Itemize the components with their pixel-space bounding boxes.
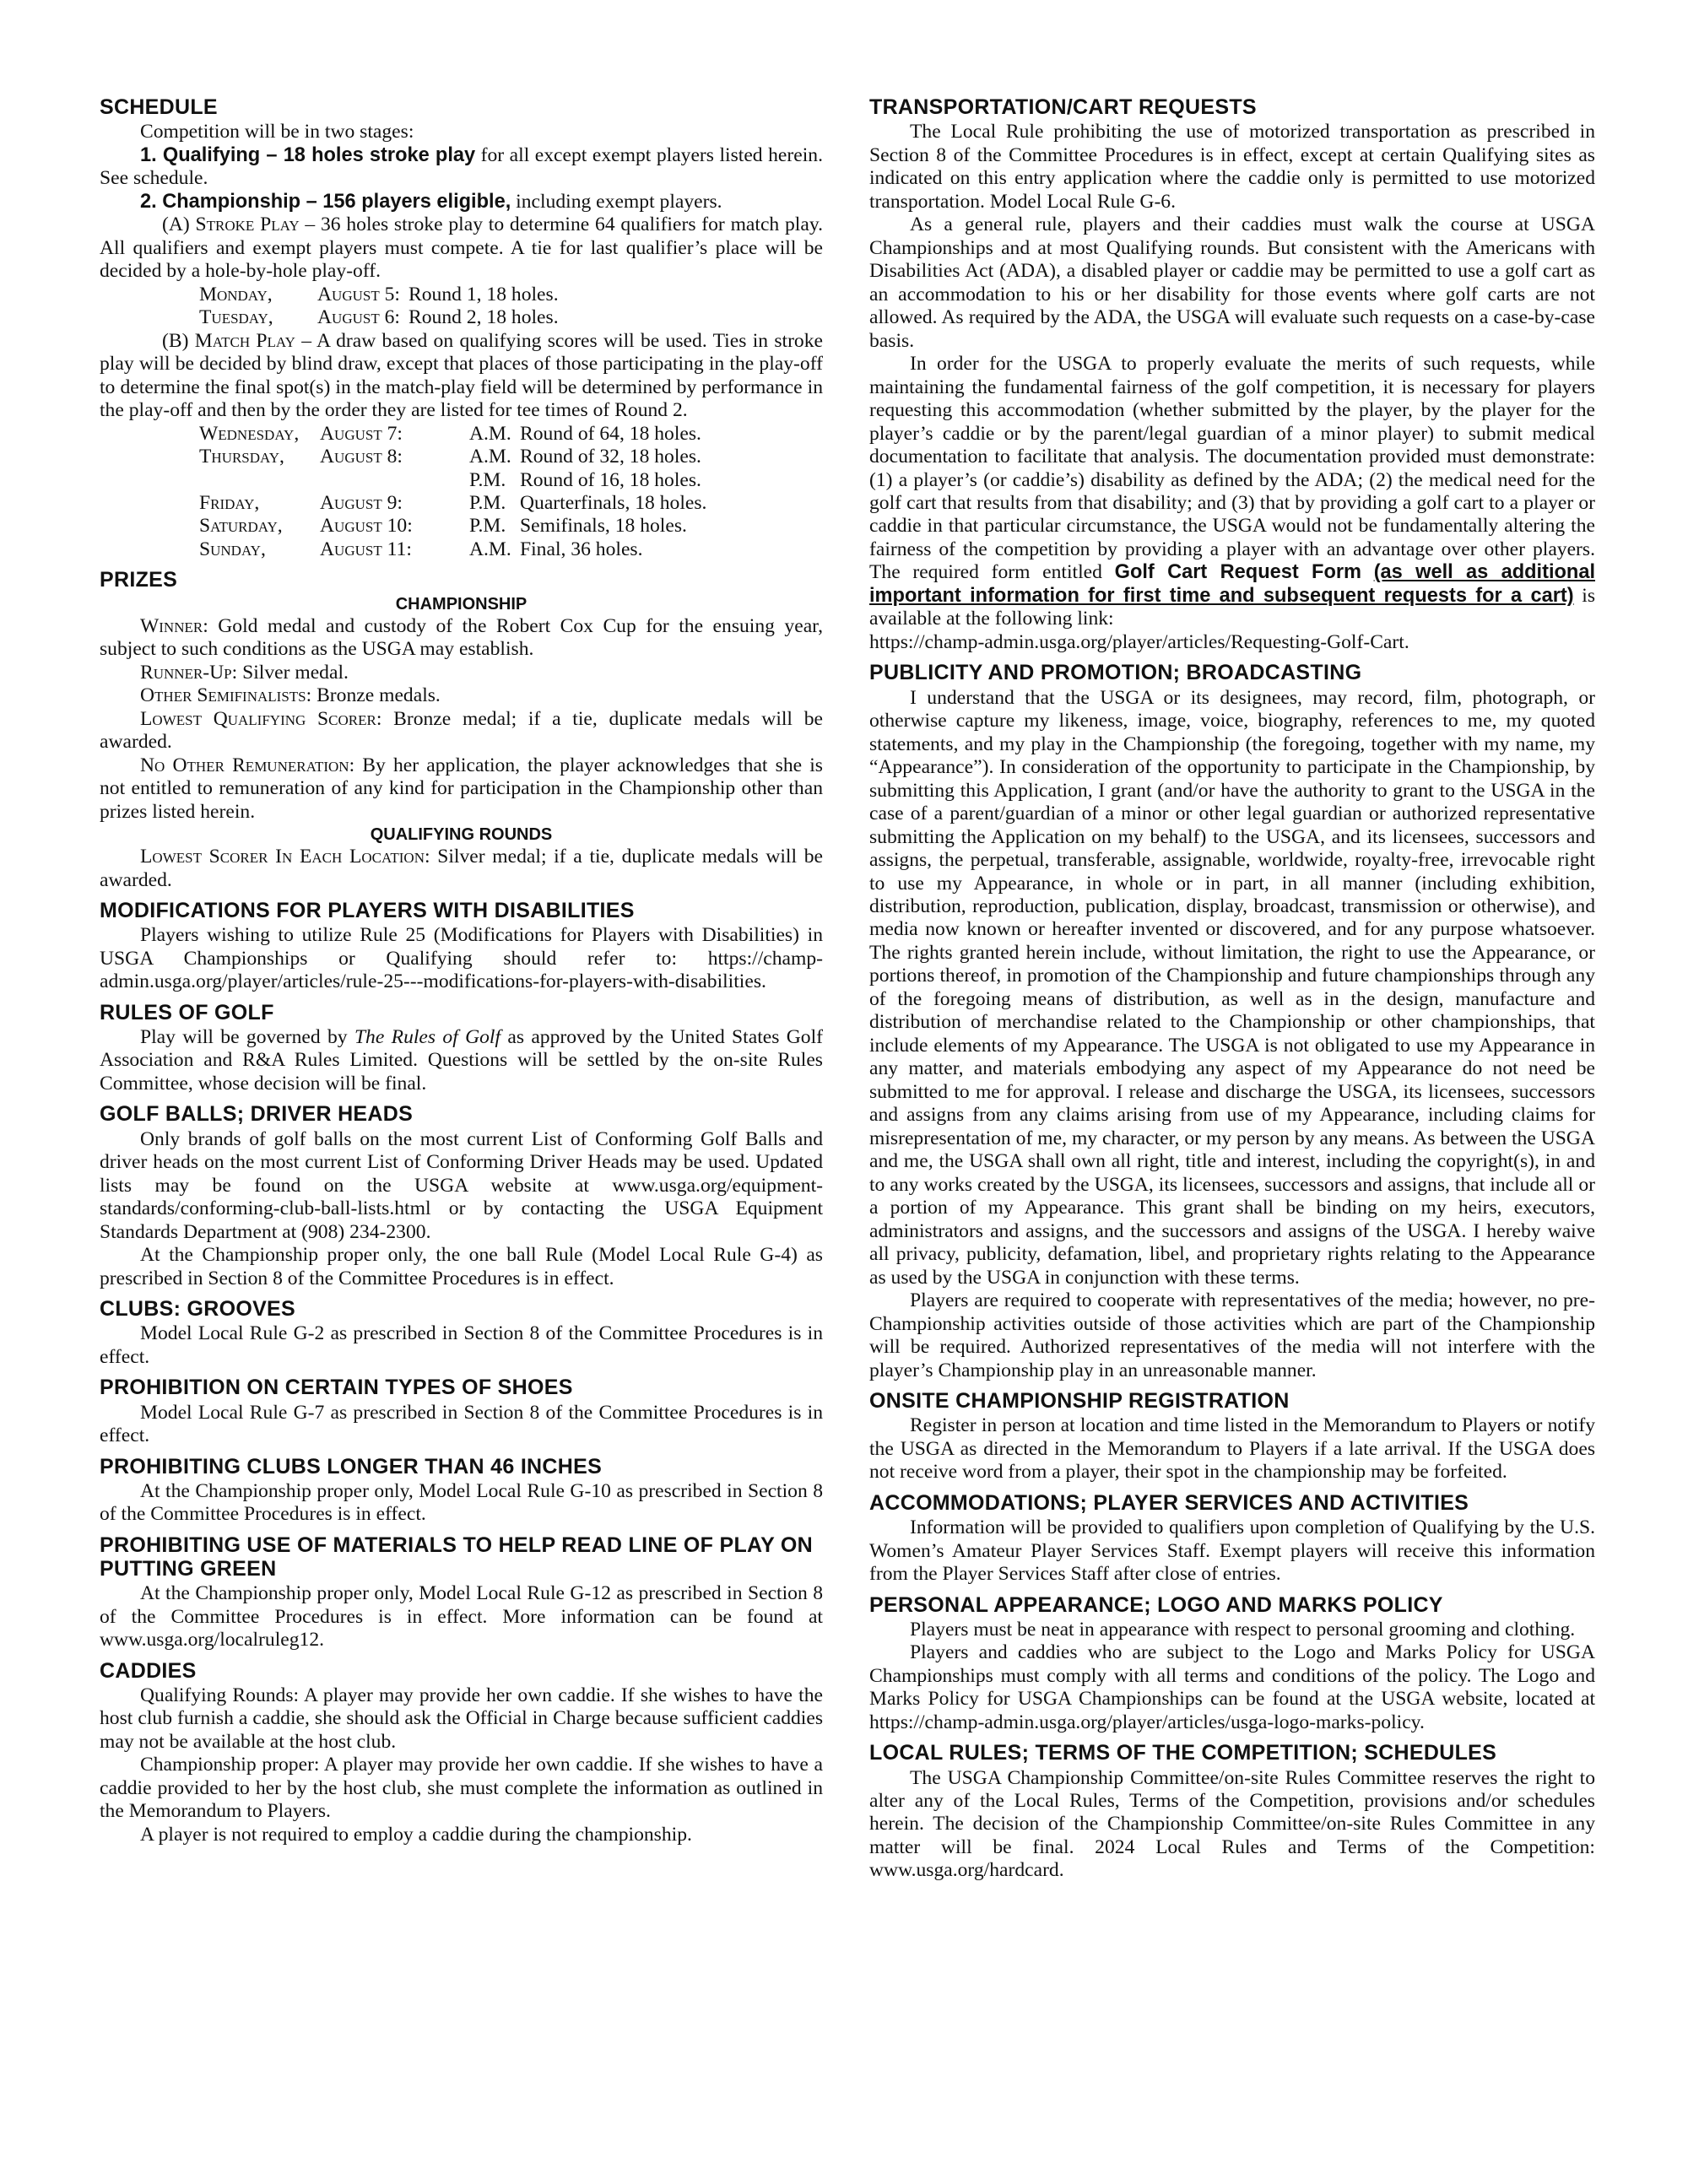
schedule-time: A.M. (469, 538, 511, 560)
winner-prize (100, 615, 823, 662)
schedule-event: Round of 64, 18 holes. (520, 422, 701, 445)
transport-text-3 (869, 353, 1595, 631)
schedule-section (100, 95, 823, 561)
table-row (199, 306, 559, 329)
shoes-text: Model Local Rule G-7 as prescribed in Section 8 of the Committee Procedures is in effect. (100, 1401, 823, 1447)
no-remuneration-body: By her application, the player acknowledges that she is not entitled to remuneration of any kind for participation in the Championship other than prizes listed herein. (100, 754, 823, 823)
table-row (199, 284, 559, 306)
golf-balls-text-1: Only brands of golf balls on the most current List of Conforming Golf Balls and driver heads on the most current List of Conforming Driver Heads may be used. Updated lists may be found on the USGA website at www.usga.org/equipment-standards/conforming-club-ball-lists.html or by contacting the USGA Equipment Standards Department at (908) 234-2300. (100, 1127, 823, 1243)
materials-heading: PROHIBITING USE OF MATERIALS TO HELP READ LINE OF PLAY ON PUTTING GREEN (100, 1533, 813, 1581)
transport-text-1: The Local Rule prohibiting the use of motorized transportation as prescribed in Section 8 of the Committee Procedures is in effect, except at certain Qualifying sites as indicated on this entry application where the caddie only is permitted to use motorized transportation. Model Local Rule G-6. (869, 121, 1595, 213)
match-play-label: (B) Match Play (162, 329, 295, 352)
shoes-heading: PROHIBITION ON CERTAIN TYPES OF SHOES (100, 1376, 573, 1400)
match-play-text (100, 330, 823, 423)
lowest-qualifying-prize (100, 708, 823, 754)
materials-section (100, 1533, 823, 1652)
table-row (199, 423, 706, 446)
championship-subheading: CHAMPIONSHIP (395, 594, 528, 614)
schedule-time: P.M. (469, 515, 506, 538)
schedule-time: A.M. (469, 446, 511, 468)
schedule-event: Semifinals, 18 holes. (520, 515, 687, 538)
appearance-section (869, 1593, 1595, 1735)
no-remuneration-label: No Other Remuneration: (140, 754, 355, 776)
schedule-time: A.M. (469, 422, 511, 445)
clubs-46-section (100, 1455, 823, 1527)
match-play-schedule (199, 423, 706, 562)
stroke-play-body: – 36 holes stroke play to determine 64 qualifiers for match play. All qualifiers and exempt players must compete. A tie for last qualifier’s place will be decided by a hole-by-hole play-off. (100, 214, 823, 283)
table-row (199, 515, 706, 538)
local-rules-text: The USGA Championship Committee/on-site Rules Committee reserves the right to alter any of the Local Rules, Terms of the Competition, provisions and/or schedules herein. The decision of the Championship Committee/on-site Rules Committee in any matter will be final. 2024 Local Rules and Terms of the Competition: www.usga.org/hardcard. (869, 1766, 1595, 1882)
rules-of-golf-section (100, 1001, 823, 1096)
appearance-text-2: Players and caddies who are subject to the Logo and Marks Policy for USGA Championships must comply with all terms and conditions of the policy. The Logo and Marks Policy for USGA Championships can be found at the USGA website, located at https://champ-admin.usga.org/player/articles/usga-logo-marks-policy. (869, 1641, 1595, 1733)
runner-up-text: Silver medal. (237, 661, 349, 684)
left-column (100, 95, 823, 1846)
stage-2-label: 2. Championship – 156 players eligible, (140, 190, 511, 213)
rules-text-start: Play will be governed by (140, 1025, 354, 1048)
qualifying-rounds-subheading: QUALIFYING ROUNDS (370, 825, 553, 845)
grooves-text: Model Local Rule G-2 as prescribed in Section 8 of the Committee Procedures is in effect. (100, 1322, 823, 1368)
golf-cart-link[interactable]: https://champ-admin.usga.org/player/articles/Requesting-Golf-Cart. (869, 630, 1409, 653)
schedule-day: Saturday, (199, 515, 283, 538)
right-column (869, 95, 1595, 1883)
golf-balls-section (100, 1102, 823, 1290)
stroke-play-label: (A) Stroke Play (162, 214, 300, 236)
schedule-event: Final, 36 holes. (520, 538, 643, 560)
schedule-time: P.M. (469, 492, 506, 514)
shoes-section (100, 1376, 823, 1447)
lowest-scorer-location-label: Lowest Scorer In Each Location: (140, 846, 430, 868)
clubs-46-text: At the Championship proper only, Model Local Rule G-10 as prescribed in Section 8 of the Committee Procedures is in effect. (100, 1479, 823, 1526)
golf-balls-text-2: At the Championship proper only, the one ball Rule (Model Local Rule G-4) as prescribed in Section 8 of the Committee Procedures is in effect. (100, 1244, 823, 1289)
lowest-qualifying-text: Bronze medal; if a tie, duplicate medals will be awarded. (100, 707, 823, 754)
schedule-date: August 6: (317, 306, 400, 329)
publicity-heading: PUBLICITY AND PROMOTION; BROADCASTING (869, 661, 1362, 685)
publicity-section (869, 661, 1595, 1382)
prizes-heading: PRIZES (100, 568, 178, 592)
schedule-event: Quarterfinals, 18 holes. (520, 492, 707, 514)
schedule-event: Round of 32, 18 holes. (520, 446, 701, 468)
schedule-event: Round 2, 18 holes. (408, 306, 559, 329)
runner-up-prize (100, 662, 823, 684)
runner-up-label: Runner-Up: (140, 661, 238, 684)
table-row (199, 492, 706, 515)
rules-of-golf-heading: RULES OF GOLF (100, 1000, 274, 1024)
semifinalists-label: Other Semifinalists: (140, 684, 312, 707)
table-row (199, 446, 706, 468)
table-row (199, 538, 706, 561)
schedule-day: Monday, (199, 283, 273, 305)
schedule-date: August 8: (320, 446, 403, 468)
stage-1-label: 1. Qualifying – 18 holes stroke play (140, 143, 476, 166)
caddies-text-3: A player is not required to employ a caddie during the championship. (140, 1823, 692, 1846)
disabilities-section (100, 899, 823, 994)
caddies-heading: CADDIES (100, 1658, 197, 1683)
caddies-text-2: Championship proper: A player may provide her own caddie. If she wishes to have a caddie provided to her by the host club, she must complete the information as outlined in the Memorandum to Players. (100, 1754, 823, 1823)
registration-text: Register in person at location and time listed in the Memorandum to Players or notify the USGA as directed in the Memorandum to Players if a late arrival. If the USGA does not receive word from a player, their spot in the championship may be forfeited. (869, 1414, 1595, 1484)
schedule-day: Friday, (199, 492, 260, 514)
grooves-heading: CLUBS: GROOVES (100, 1297, 295, 1322)
lowest-qualifying-label: Lowest Qualifying Scorer: (140, 707, 382, 730)
schedule-event: Round 1, 18 holes. (408, 283, 559, 305)
stage-2-text: including exempt players. (511, 190, 722, 213)
publicity-text-1: I understand that the USGA or its designees, may record, film, photograph, or otherwise capture my likeness, image, voice, biography, references to me, my quoted statements, and my play in the Championship (the foregoing, together with my name, my “Appearance”). In consideration of the opportunity to participate in the Championship, by submitting this Application, I grant (and/or have the authority to grant to the USGA in the case of a parent/guardian of a minor or other legal guardian or authorized representative submitting the Application on my behalf) to the USGA, and its licensees, successors and assigns, the perpetual, transferable, assignable, worldwide, royalty-free, irrevocable right to use my Appearance, in whole or in part, in all manner (including exhibition, distribution, reproduction, publication, display, broadcast, transmission or otherwise), and media now known or hereafter invented or discovered, and for any purpose whatsoever. The rights granted herein include, without limitation, the right to use the Appearance, or portions thereof, in promotion of the Championship and future championships through any of the foregoing means of distribution, as well as in the design, manufacture and distribution of merchandise related to the Championship or other championships, that include elements of my Appearance. The USGA is not obligated to use my Appearance in any matter, and materials embodying any aspect of my Appearance do not need be submitted to me for approval. I release and discharge the USGA, its licensees, successors and assigns from any claims arising from use of my Appearance, including claims for misrepresentation of me, my character, or my person by any means. As between the USGA and me, the USGA shall own all right, title and interest, including the copyright(s), in and to any works created by the USGA, its licensees, successors and assigns, that include all or a portion of my Appearance. This grant shall be binding on my heirs, executors, administrators and assigns, and the successors and assigns of the USGA. I hereby waive all privacy, publicity, defamation, libel, and proprietary rights relating to the Appearance as used by the USGA in conjunction with these terms. (869, 686, 1595, 1289)
caddies-section (100, 1659, 823, 1847)
winner-label: Winner: (140, 614, 208, 637)
clubs-46-heading: PROHIBITING CLUBS LONGER THAN 46 INCHES (100, 1454, 603, 1479)
schedule-event: Round of 16, 18 holes. (520, 468, 701, 491)
rules-text-end: as approved by the United States Golf Association and R&A Rules Limited. Questions will be settled by the on-site Rules Committee, whose decision will be final. (100, 1025, 823, 1095)
match-play-body: – A draw based on qualifying scores will be used. Ties in stroke play will be decided by blind draw, except that places of those participating in the play-off to determine the final spot(s) in the match-play field will be determined by performance in the play-off and then by the order they are listed for tee times of Round 2. (100, 329, 824, 422)
schedule-date: August 11: (320, 538, 412, 560)
registration-section (869, 1389, 1595, 1484)
winner-text: Gold medal and custody of the Robert Cox Cup for the ensuing year, subject to such conditions as the USGA may establish. (100, 614, 823, 661)
lowest-scorer-location-prize (100, 846, 823, 892)
semifinalists-prize (100, 684, 823, 707)
schedule-date: August 10: (320, 515, 413, 538)
stroke-play-text (100, 214, 823, 283)
schedule-stage-1 (100, 144, 823, 191)
golf-cart-additional-info: (as well as additional important information for first time and subsequent requests for a cart) (869, 561, 1596, 607)
rules-of-golf-title: The Rules of Golf (354, 1025, 501, 1048)
local-rules-heading: LOCAL RULES; TERMS OF THE COMPETITION; SCHEDULES (869, 1741, 1497, 1765)
table-row (199, 469, 706, 492)
transport-text-3-tail: is available at the following link: (869, 584, 1596, 630)
appearance-text-1: Players must be neat in appearance with respect to personal grooming and clothing. (910, 1618, 1576, 1641)
schedule-heading: SCHEDULE (100, 95, 218, 119)
transport-text-3-body: In order for the USGA to properly evaluate the merits of such requests, while maintaining the fundamental fairness of the golf competition, it is necessary for players requesting this accommodation (whether submitted by the player, by the player for the player’s caddie or by the parent/legal guardian of a minor player) to submit medical documentation to facilitate that analysis. The documentation provided must demonstrate: (1) a player’s (or caddie’s) disability as defined by the ADA; (2) the medical need for the golf cart that results from that disability; and (3) that by providing a golf cart to a player or caddie in that particular circumstance, the USGA would not be fundamentally altering the fairness of the competition by providing a player with an advantage over other players. The required form entitled (869, 353, 1595, 584)
disabilities-text: Players wishing to utilize Rule 25 (Modifications for Players with Disabilities) in USGA Championships or Qualifying should refer to: https://champ-admin.usga.org/player/articles/rule-25---modifications-for-players-with-disabilities. (100, 924, 823, 993)
transport-text-2: As a general rule, players and their caddies must walk the course at USGA Championships and at most Qualifying rounds. But consistent with the Americans with Disabilities Act (ADA), a disabled player or caddie may be permitted to use a golf cart as an accommodation to his or her disability for those events where golf carts are not allowed. As required by the ADA, the USGA will evaluate such requests on a case-by-case basis. (869, 214, 1595, 352)
disabilities-heading: MODIFICATIONS FOR PLAYERS WITH DISABILITIES (100, 899, 635, 923)
schedule-time: P.M. (469, 468, 506, 491)
schedule-date: August 9: (320, 492, 403, 514)
stage-1-text: for all except exempt players listed herein. See schedule. (100, 143, 823, 190)
schedule-day: Thursday, (199, 446, 284, 468)
rules-of-golf-text (100, 1026, 823, 1095)
caddies-text-1: Qualifying Rounds: A player may provide her own caddie. If she wishes to have the host club furnish a caddie, she should ask the Official in Charge because sufficient caddies may not be available at the host club. (100, 1684, 823, 1753)
schedule-day: Wednesday, (199, 422, 300, 445)
transport-heading: TRANSPORTATION/CART REQUESTS (869, 95, 1257, 119)
schedule-day: Sunday, (199, 538, 266, 560)
schedule-date: August 5: (317, 283, 400, 305)
local-rules-section (869, 1741, 1595, 1883)
transport-section (869, 95, 1595, 654)
schedule-day (199, 469, 320, 492)
grooves-section (100, 1297, 823, 1369)
golf-balls-heading: GOLF BALLS; DRIVER HEADS (100, 1102, 414, 1127)
schedule-intro: Competition will be in two stages: (140, 121, 414, 143)
prizes-section (100, 568, 823, 892)
schedule-date (320, 469, 469, 492)
accommodations-heading: ACCOMMODATIONS; PLAYER SERVICES AND ACTIVITIES (869, 1490, 1469, 1515)
schedule-date: August 7: (320, 422, 403, 445)
lowest-scorer-location-text: Silver medal; if a tie, duplicate medals will be awarded. (100, 846, 823, 891)
semifinalists-text: Bronze medals. (311, 684, 441, 707)
registration-heading: ONSITE CHAMPIONSHIP REGISTRATION (869, 1389, 1290, 1414)
no-remuneration-text (100, 754, 823, 824)
accommodations-section (869, 1491, 1595, 1587)
schedule-day: Tuesday, (199, 306, 273, 329)
stroke-play-schedule (199, 284, 559, 330)
accommodations-text: Information will be provided to qualifiers upon completion of Qualifying by the U.S. Women’s Amateur Player Services Staff. Exempt players will receive this information from the Player Services Staff after close of entries. (869, 1516, 1595, 1586)
golf-cart-form-title: Golf Cart Request Form (1114, 561, 1362, 584)
materials-text: At the Championship proper only, Model Local Rule G-12 as prescribed in Section 8 of the Committee Procedures is in effect. More information can be found at www.usga.org/localruleg12. (100, 1582, 823, 1652)
schedule-stage-2 (100, 191, 823, 214)
publicity-text-2: Players are required to cooperate with representatives of the media; however, no pre-Championship activities outside of those activities which are part of the Championship will be required. Authorized representatives of the media will not interfere with the player’s Championship play in an unreasonable manner. (869, 1289, 1595, 1381)
appearance-heading: PERSONAL APPEARANCE; LOGO AND MARKS POLICY (869, 1592, 1443, 1617)
